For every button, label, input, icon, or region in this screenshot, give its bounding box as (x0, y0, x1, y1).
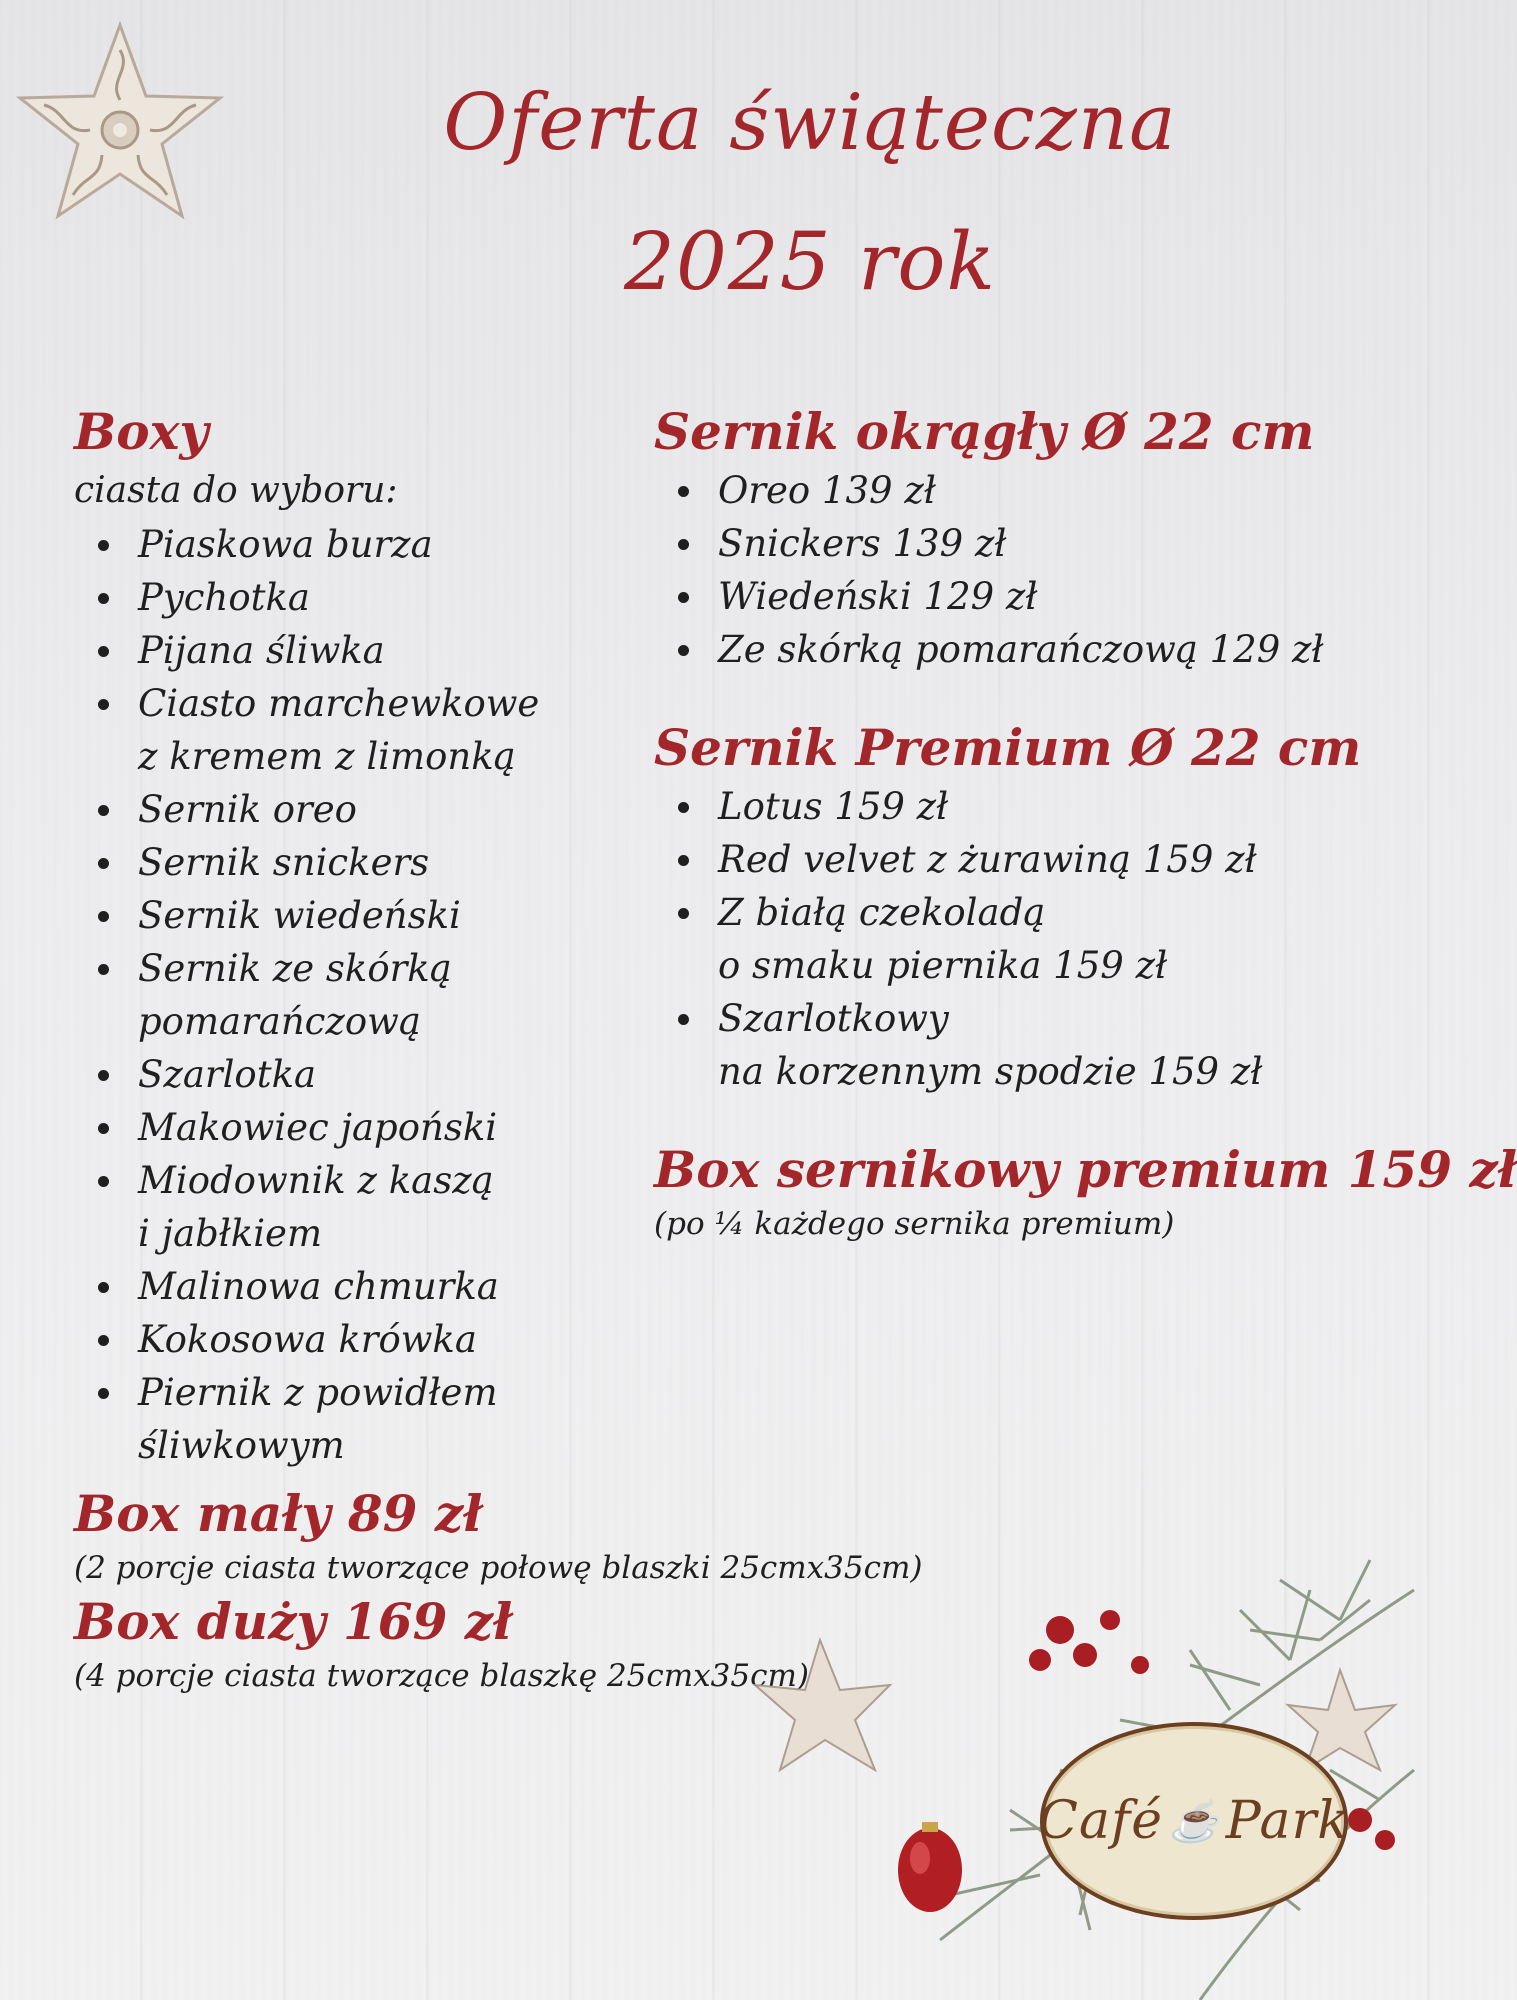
sernik-premium-list (654, 780, 1404, 1098)
coffee-cup-icon: ☕ (1168, 1798, 1220, 1845)
cafe-park-logo (1040, 1722, 1348, 1920)
list-item: Lotus 159 zł (678, 780, 1404, 833)
box-sernikowy-note: (po ¼ każdego sernika premium) (654, 1206, 1175, 1242)
list-item: Makowiec japoński (98, 1101, 634, 1154)
list-item: Sernik wiedeński (98, 889, 634, 942)
list-item: Red velvet z żurawiną 159 zł (678, 833, 1404, 886)
sernik-okragly-heading: Sernik okrągły Ø 22 cm (654, 402, 1315, 461)
logo-text-left: Café (1038, 1791, 1163, 1851)
list-item: Z białą czekoladą o smaku piernika 159 zł (678, 886, 1404, 992)
list-item: Pychotka (98, 571, 634, 624)
list-item: Wiedeński 129 zł (678, 570, 1404, 623)
list-item: Snickers 139 zł (678, 517, 1404, 570)
logo-text-right: Park (1225, 1791, 1350, 1851)
list-item: Pijana śliwka (98, 624, 634, 677)
list-item: Sernik snickers (98, 836, 634, 889)
box-maly-note: (2 porcje ciasta tworzące połowę blaszki 25cmx35cm) (74, 1550, 923, 1586)
list-item: Oreo 139 zł (678, 464, 1404, 517)
list-item: Ciasto marchewkowe z kremem z limonką (98, 677, 634, 783)
boxy-subtitle: ciasta do wyboru: (74, 470, 398, 511)
sernik-okragly-list (654, 464, 1404, 676)
list-item: Sernik ze skórką pomarańczową (98, 942, 634, 1048)
sernik-section (654, 400, 1517, 1246)
christmas-branch-decoration (640, 1470, 1414, 2000)
list-item: Piernik z powidłem śliwkowym (98, 1366, 634, 1472)
snowflake-star-decoration (0, 10, 240, 250)
sernik-premium-heading: Sernik Premium Ø 22 cm (654, 718, 1362, 777)
list-item: Szarlotka (98, 1048, 634, 1101)
box-duzy-heading: Box duży 169 zł (74, 1592, 513, 1651)
list-item: Ze skórką pomarańczową 129 zł (678, 623, 1404, 676)
box-sernikowy-heading: Box sernikowy premium 159 zł (654, 1140, 1517, 1199)
page-title: Oferta świąteczna (443, 78, 1177, 168)
boxy-list (74, 518, 634, 1472)
page-subtitle-year: 2025 rok (624, 215, 996, 308)
list-item: Sernik oreo (98, 783, 634, 836)
box-maly-heading: Box mały 89 zł (74, 1484, 483, 1543)
list-item: Miodownik z kaszą i jabłkiem (98, 1154, 634, 1260)
list-item: Kokosowa krówka (98, 1313, 634, 1366)
box-duzy-note: (4 porcje ciasta tworzące blaszkę 25cmx35cm) (74, 1658, 809, 1694)
boxy-heading: Boxy (74, 402, 209, 461)
list-item: Szarlotkowy na korzennym spodzie 159 zł (678, 992, 1404, 1098)
list-item: Piaskowa burza (98, 518, 634, 571)
list-item: Malinowa chmurka (98, 1260, 634, 1313)
